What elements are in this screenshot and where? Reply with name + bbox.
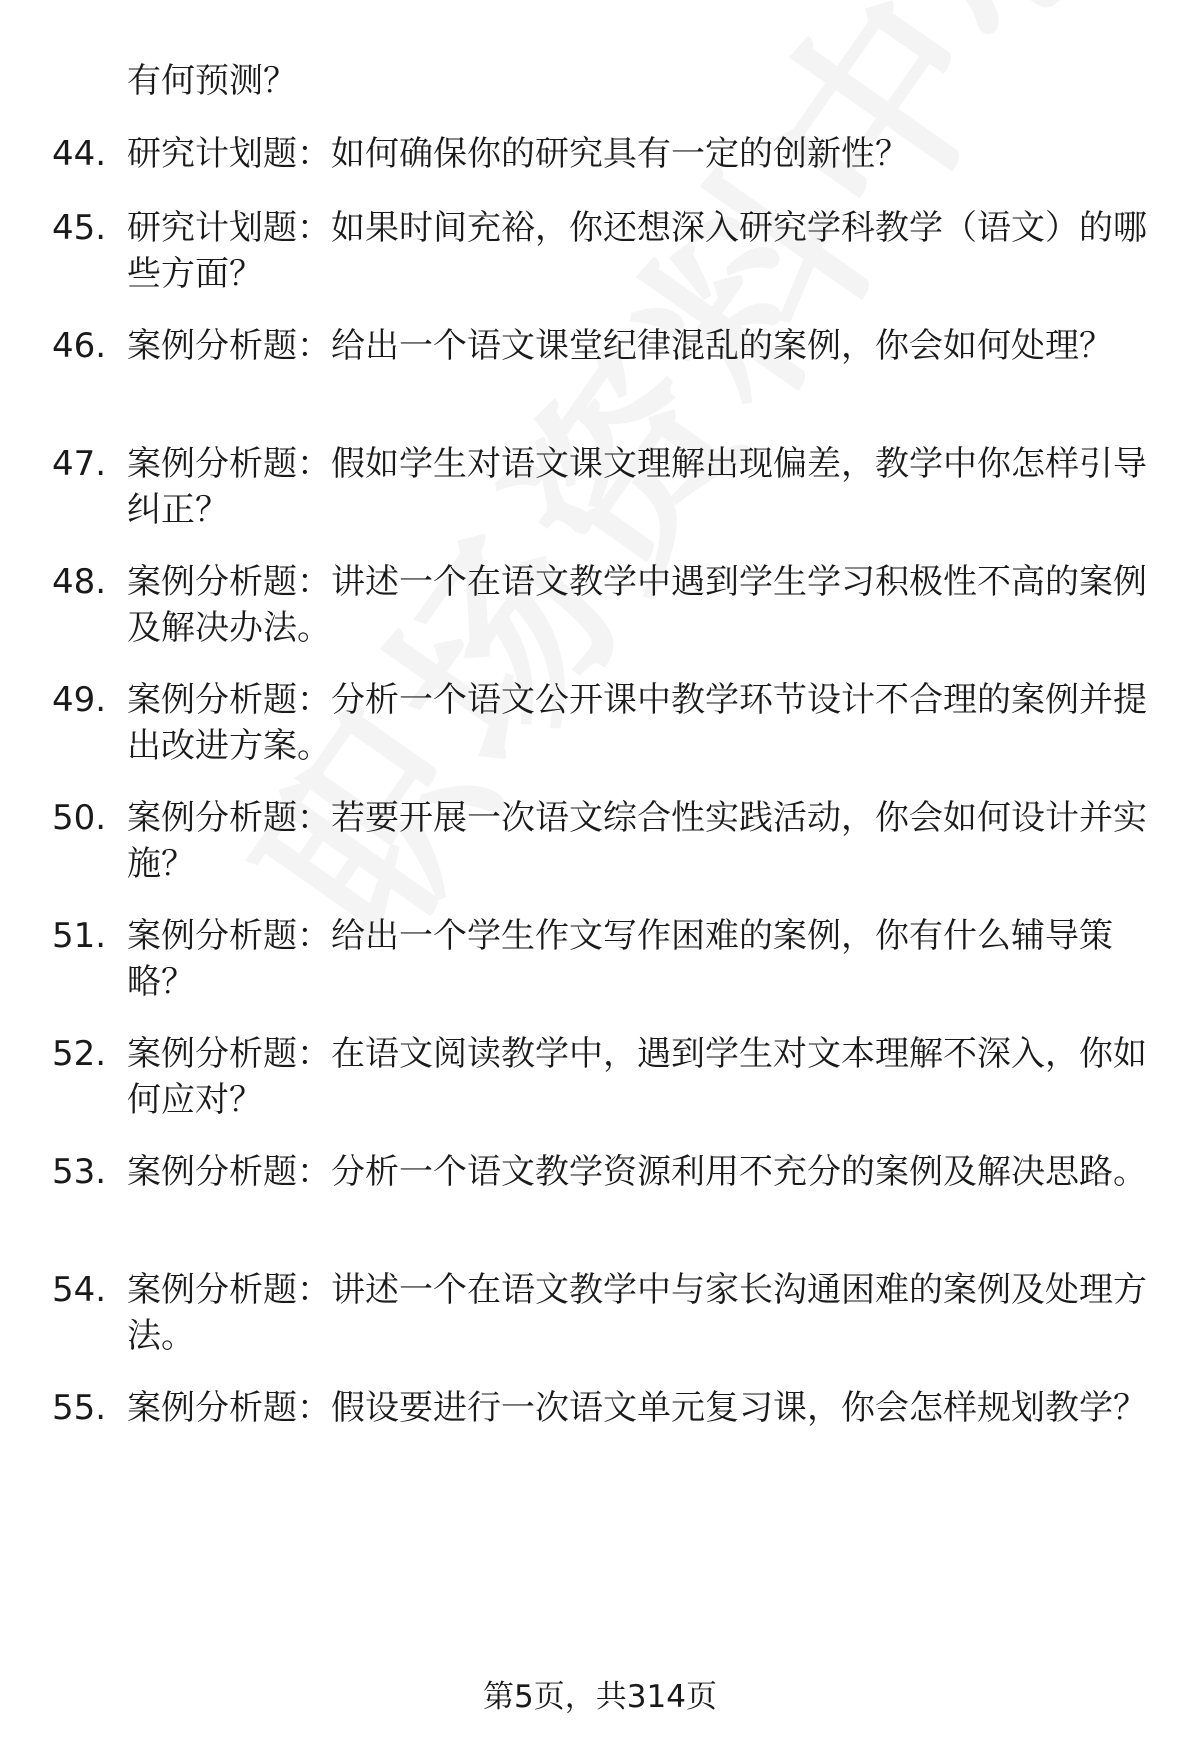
item-text: 案例分析题：分析一个语文教学资源利用不充分的案例及解决思路。 <box>127 1152 1147 1192</box>
item-number: 48. <box>52 562 107 602</box>
item-text: 研究计划题：如何确保你的研究具有一定的创新性？ <box>127 134 909 174</box>
item-text: 研究计划题：如果时间充裕，你还想深入研究学科教学（语文）的哪些方面？ <box>127 208 1147 294</box>
item-number: 51. <box>52 916 107 956</box>
item-text: 案例分析题：在语文阅读教学中，遇到学生对文本理解不深入，你如何应对？ <box>127 1034 1147 1120</box>
item-text: 案例分析题：给出一个语文课堂纪律混乱的案例，你会如何处理？ <box>127 326 1113 366</box>
page-footer: 第5页，共314页 <box>483 1679 717 1715</box>
item-text: 案例分析题：假设要进行一次语文单元复习课，你会怎样规划教学？ <box>127 1388 1147 1428</box>
item-text: 案例分析题：假如学生对语文课文理解出现偏差，教学中你怎样引导纠正？ <box>127 444 1147 530</box>
item-text: 案例分析题：给出一个学生作文写作困难的案例，你有什么辅导策略？ <box>127 916 1113 1002</box>
item-text: 案例分析题：讲述一个在语文教学中与家长沟通困难的案例及处理方法。 <box>127 1270 1147 1356</box>
item-number: 44. <box>52 134 107 174</box>
item-number: 46. <box>52 326 107 366</box>
item-number: 55. <box>52 1388 107 1428</box>
item-number: 47. <box>52 444 107 484</box>
item-number: 50. <box>52 798 107 838</box>
item-text: 案例分析题：分析一个语文公开课中教学环节设计不合理的案例并提出改进方案。 <box>127 680 1147 766</box>
continued-text: 有何预测？ <box>127 61 297 101</box>
item-number: 52. <box>52 1034 107 1074</box>
item-number: 45. <box>52 208 107 248</box>
item-text: 案例分析题：若要开展一次语文综合性实践活动，你会如何设计并实施？ <box>127 798 1147 884</box>
item-number: 53. <box>52 1152 107 1192</box>
item-number: 49. <box>52 680 107 720</box>
item-text: 案例分析题：讲述一个在语文教学中遇到学生学习积极性不高的案例及解决办法。 <box>127 562 1147 648</box>
item-number: 54. <box>52 1270 107 1310</box>
